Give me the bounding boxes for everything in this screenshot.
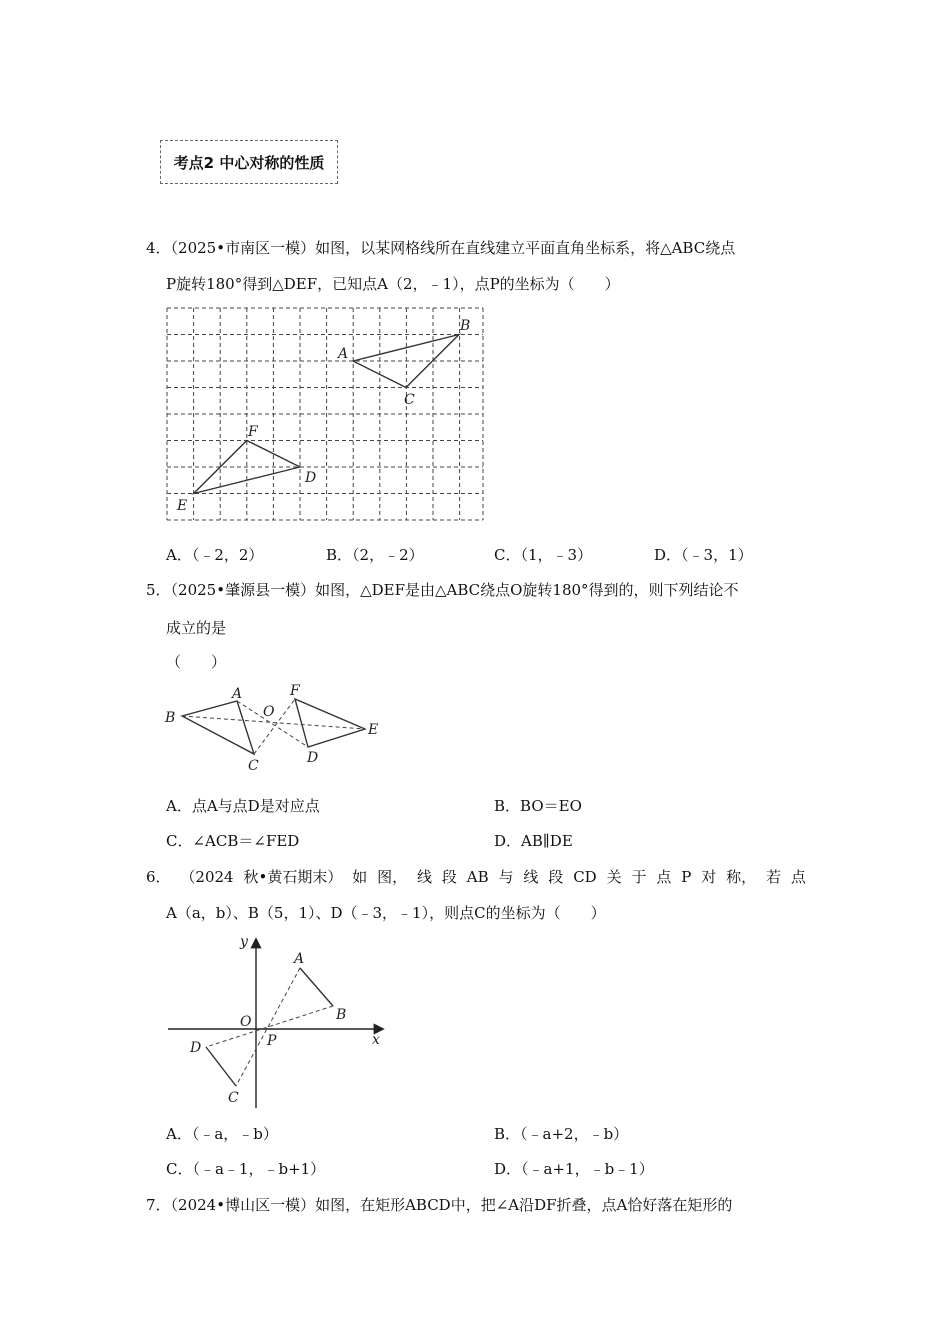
label-D: D xyxy=(305,470,317,486)
label-A: A xyxy=(338,346,349,362)
label-E: E xyxy=(368,722,379,738)
q4-option-a: A．（﹣2，2） xyxy=(166,546,264,564)
q5-stem-line1: 5．（2025•肇源县一模）如图，△DEF是由△ABC绕点O旋转180°得到的，则下列结论不 xyxy=(146,581,739,599)
q5-rotation-figure xyxy=(160,678,390,778)
q7-stem-line1: 7．（2024•博山区一模）如图，在矩形ABCD中，把∠A沿DF折叠，点A恰好落在矩形的 xyxy=(146,1196,733,1214)
label-C: C xyxy=(404,392,415,408)
q5-answer-paren: （ ） xyxy=(166,653,227,671)
q6-option-d: D．（﹣a+1，﹣b﹣1） xyxy=(494,1160,654,1178)
label-F: F xyxy=(248,424,258,440)
label-E: E xyxy=(177,498,188,514)
label-D: D xyxy=(307,750,319,766)
q5-option-c: C．∠ACB＝∠FED xyxy=(166,832,300,850)
label-O: O xyxy=(240,1014,252,1030)
q5-option-d: D．AB∥DE xyxy=(494,832,573,850)
label-A: A xyxy=(232,686,243,702)
q6-stem-line2: A（a，b）、B（5，1）、D（﹣3，﹣1），则点C的坐标为（ ） xyxy=(166,904,606,922)
label-B: B xyxy=(165,710,176,726)
label-F: F xyxy=(290,683,300,699)
label-y: y xyxy=(240,934,248,950)
q6-stem-line1: 6． （2024 秋•黄石期末） 如 图， 线 段 AB 与 线 段 CD 关 于 点 P 对 称， 若 点 xyxy=(146,868,806,886)
label-B: B xyxy=(336,1007,347,1023)
label-D: D xyxy=(190,1040,202,1056)
label-A: A xyxy=(294,951,305,967)
q6-option-c: C．（﹣a﹣1，﹣b+1） xyxy=(166,1160,326,1178)
q6-option-b: B．（﹣a+2，﹣b） xyxy=(494,1125,629,1143)
q6-coordinate-figure xyxy=(160,930,390,1110)
label-x: x xyxy=(372,1032,380,1048)
label-O: O xyxy=(263,704,275,720)
q5-option-a: A．点A与点D是对应点 xyxy=(166,797,320,815)
q4-option-b: B．（2，﹣2） xyxy=(326,546,424,564)
label-P: P xyxy=(267,1033,277,1049)
label-C: C xyxy=(228,1090,239,1106)
q4-option-d: D．（﹣3，1） xyxy=(654,546,753,564)
triangle-abc xyxy=(182,701,254,754)
label-B: B xyxy=(460,318,471,334)
q4-option-c: C．（1，﹣3） xyxy=(494,546,593,564)
q5-option-b: B．BO＝EO xyxy=(494,797,582,815)
section-tag: 考点2 中心对称的性质 xyxy=(160,140,338,184)
q4-grid-figure xyxy=(160,300,490,525)
q4-stem-line2: P旋转180°得到△DEF，已知点A（2，﹣1），点P的坐标为（ ） xyxy=(166,275,620,293)
q4-stem-line1: 4．（2025•市南区一模）如图，以某网格线所在直线建立平面直角坐标系，将△ABC绕点 xyxy=(146,239,736,257)
triangle-def xyxy=(295,699,365,747)
q6-option-a: A．（﹣a，﹣b） xyxy=(166,1125,278,1143)
label-C: C xyxy=(248,758,259,774)
q5-stem-line2: 成立的是 xyxy=(166,619,227,637)
